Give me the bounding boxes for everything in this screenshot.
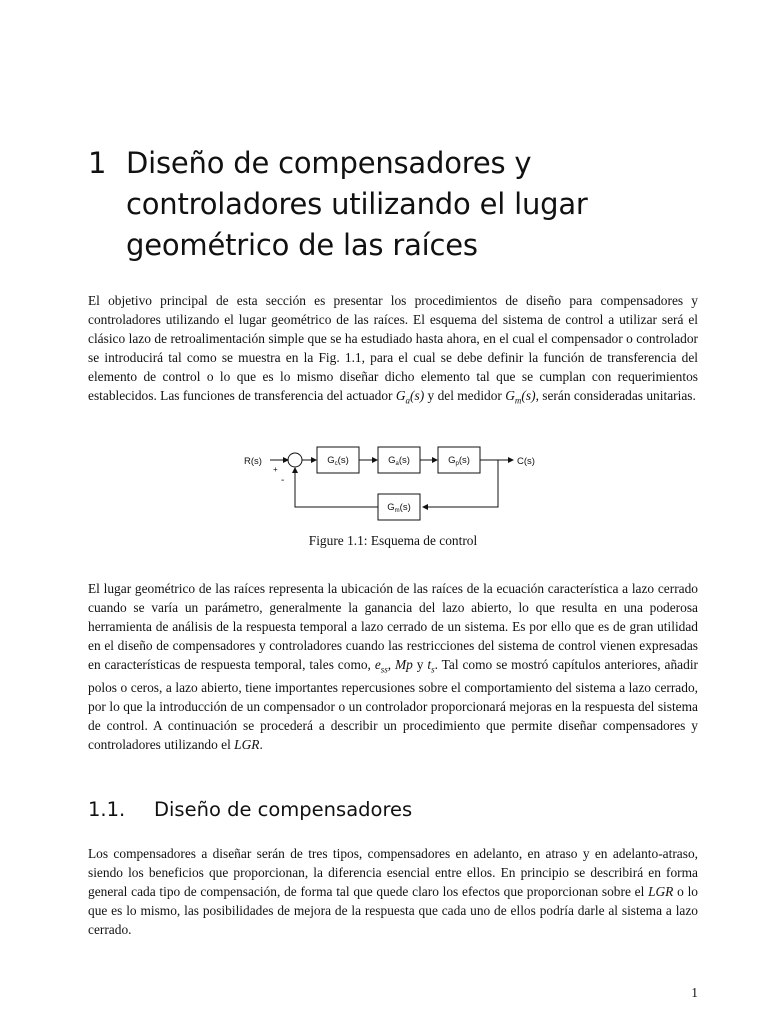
ess-symbol: $e_{ss}$ xyxy=(374,656,388,675)
minus-sign: - xyxy=(281,475,285,486)
intro-paragraph xyxy=(88,292,698,410)
intro-text-3: , serán consideradas unitarias. xyxy=(535,387,696,403)
comp-text-2: o lo que es lo mismo, las posibilidades de mejora de la respuesta que cada uno de ellos podría darle al sistema a lazo cerrado. xyxy=(88,883,698,937)
compensators-paragraph xyxy=(88,845,698,940)
ts-symbol: $t_s$ xyxy=(427,656,435,675)
lgr-abbrev-2: LGR xyxy=(648,883,674,899)
meter-transfer-function: $G_m(s)$ xyxy=(505,387,536,406)
block-ga-label: $G_a(s)$ xyxy=(388,455,410,467)
lgr-text-3: y xyxy=(412,656,428,672)
lgr-paragraph xyxy=(88,580,698,755)
lgr-abbrev: LGR xyxy=(234,736,260,752)
feedback-line-to-sum xyxy=(295,468,378,507)
mp-symbol: Mp xyxy=(395,656,413,672)
lgr-text-1: El lugar geométrico de las raíces representa la ubicación de las raíces de la ecuación característica a lazo cerrado cuando se varía un parámetro, generalmente la ganancia del lazo abierto, lo que resulta en una poderosa herramienta de análisis de la respuesta temporal a lazo cerrado de un sistema. Es por ello que es de gran utilidad en el diseño de compensadores y controladores cuando las restricciones del sistema de control vienen expresadas en características de respuesta temporal, tales como, xyxy=(88,581,698,672)
section-title-text: Diseño de compensadores xyxy=(154,798,413,821)
lgr-text-5: . xyxy=(259,736,263,752)
actuator-transfer-function: $G_a(s)$ xyxy=(395,387,425,406)
lgr-text-4: . Tal como se mostró capítulos anteriores, añadir polos o ceros, a lazo abierto, tiene importantes repercusiones sobre el comportamiento del sistema a lazo cerrado, por lo que la introducción de un compensador o un controlador proporcionará mejoras en la respuesta del sistema de control. A continuación se procederá a describir un procedimiento que permite diseñar compensadores y controladores utilizando el xyxy=(88,656,698,752)
section-number: 1.1. xyxy=(88,798,126,821)
summing-junction xyxy=(288,453,302,467)
comp-text-1: Los compensadores a diseñar serán de tres tipos, compensadores en adelanto, en atraso y en adelanto-atraso, siendo los beneficios que proporcionan, la diferencia esencial entre ellos. En principio se describirá en forma general cada tipo de compensación, de forma tal que quede claro los efectos que proporcionan sobre el xyxy=(88,846,698,899)
control-block-diagram xyxy=(230,443,550,523)
chapter-number: 1 xyxy=(88,146,107,180)
page-number: 1 xyxy=(691,985,698,1000)
lgr-text-2: , xyxy=(387,656,396,672)
intro-text-1: El objetivo principal de esta sección es presentar los procedimientos de diseño para compensadores y controladores utilizando el lugar geométrico de las raíces. El esquema del sistema de control a utilizar será el clásico lazo de retroalimentación simple que se ha estudiado hasta ahora, en el cual el compensador o controlador se introducirá tal como se muestra en la Fig. 1.1, para el cual se debe definir la función de transferencia del elemento de control o lo que es lo mismo diseñar dicho elemento tal que se cumplan con requerimientos establecidos. Las funciones de transferencia del actuador xyxy=(88,293,698,403)
block-gc-label: $G_c(s)$ xyxy=(327,455,349,467)
chapter-title-text: Diseño de compensadores y controladores utilizando el lugar geométrico de las raíces xyxy=(126,146,588,262)
intro-text-2: y del medidor xyxy=(424,387,506,403)
input-label: R(s) xyxy=(244,456,262,467)
block-gm-label: $G_m(s)$ xyxy=(387,502,411,514)
feedback-line-to-gm xyxy=(423,460,498,507)
figure-caption: Figure 1.1: Esquema de control xyxy=(308,533,478,548)
output-label: C(s) xyxy=(517,456,535,467)
block-gp-label: $G_p(s)$ xyxy=(448,455,470,467)
plus-sign: + xyxy=(273,465,278,474)
